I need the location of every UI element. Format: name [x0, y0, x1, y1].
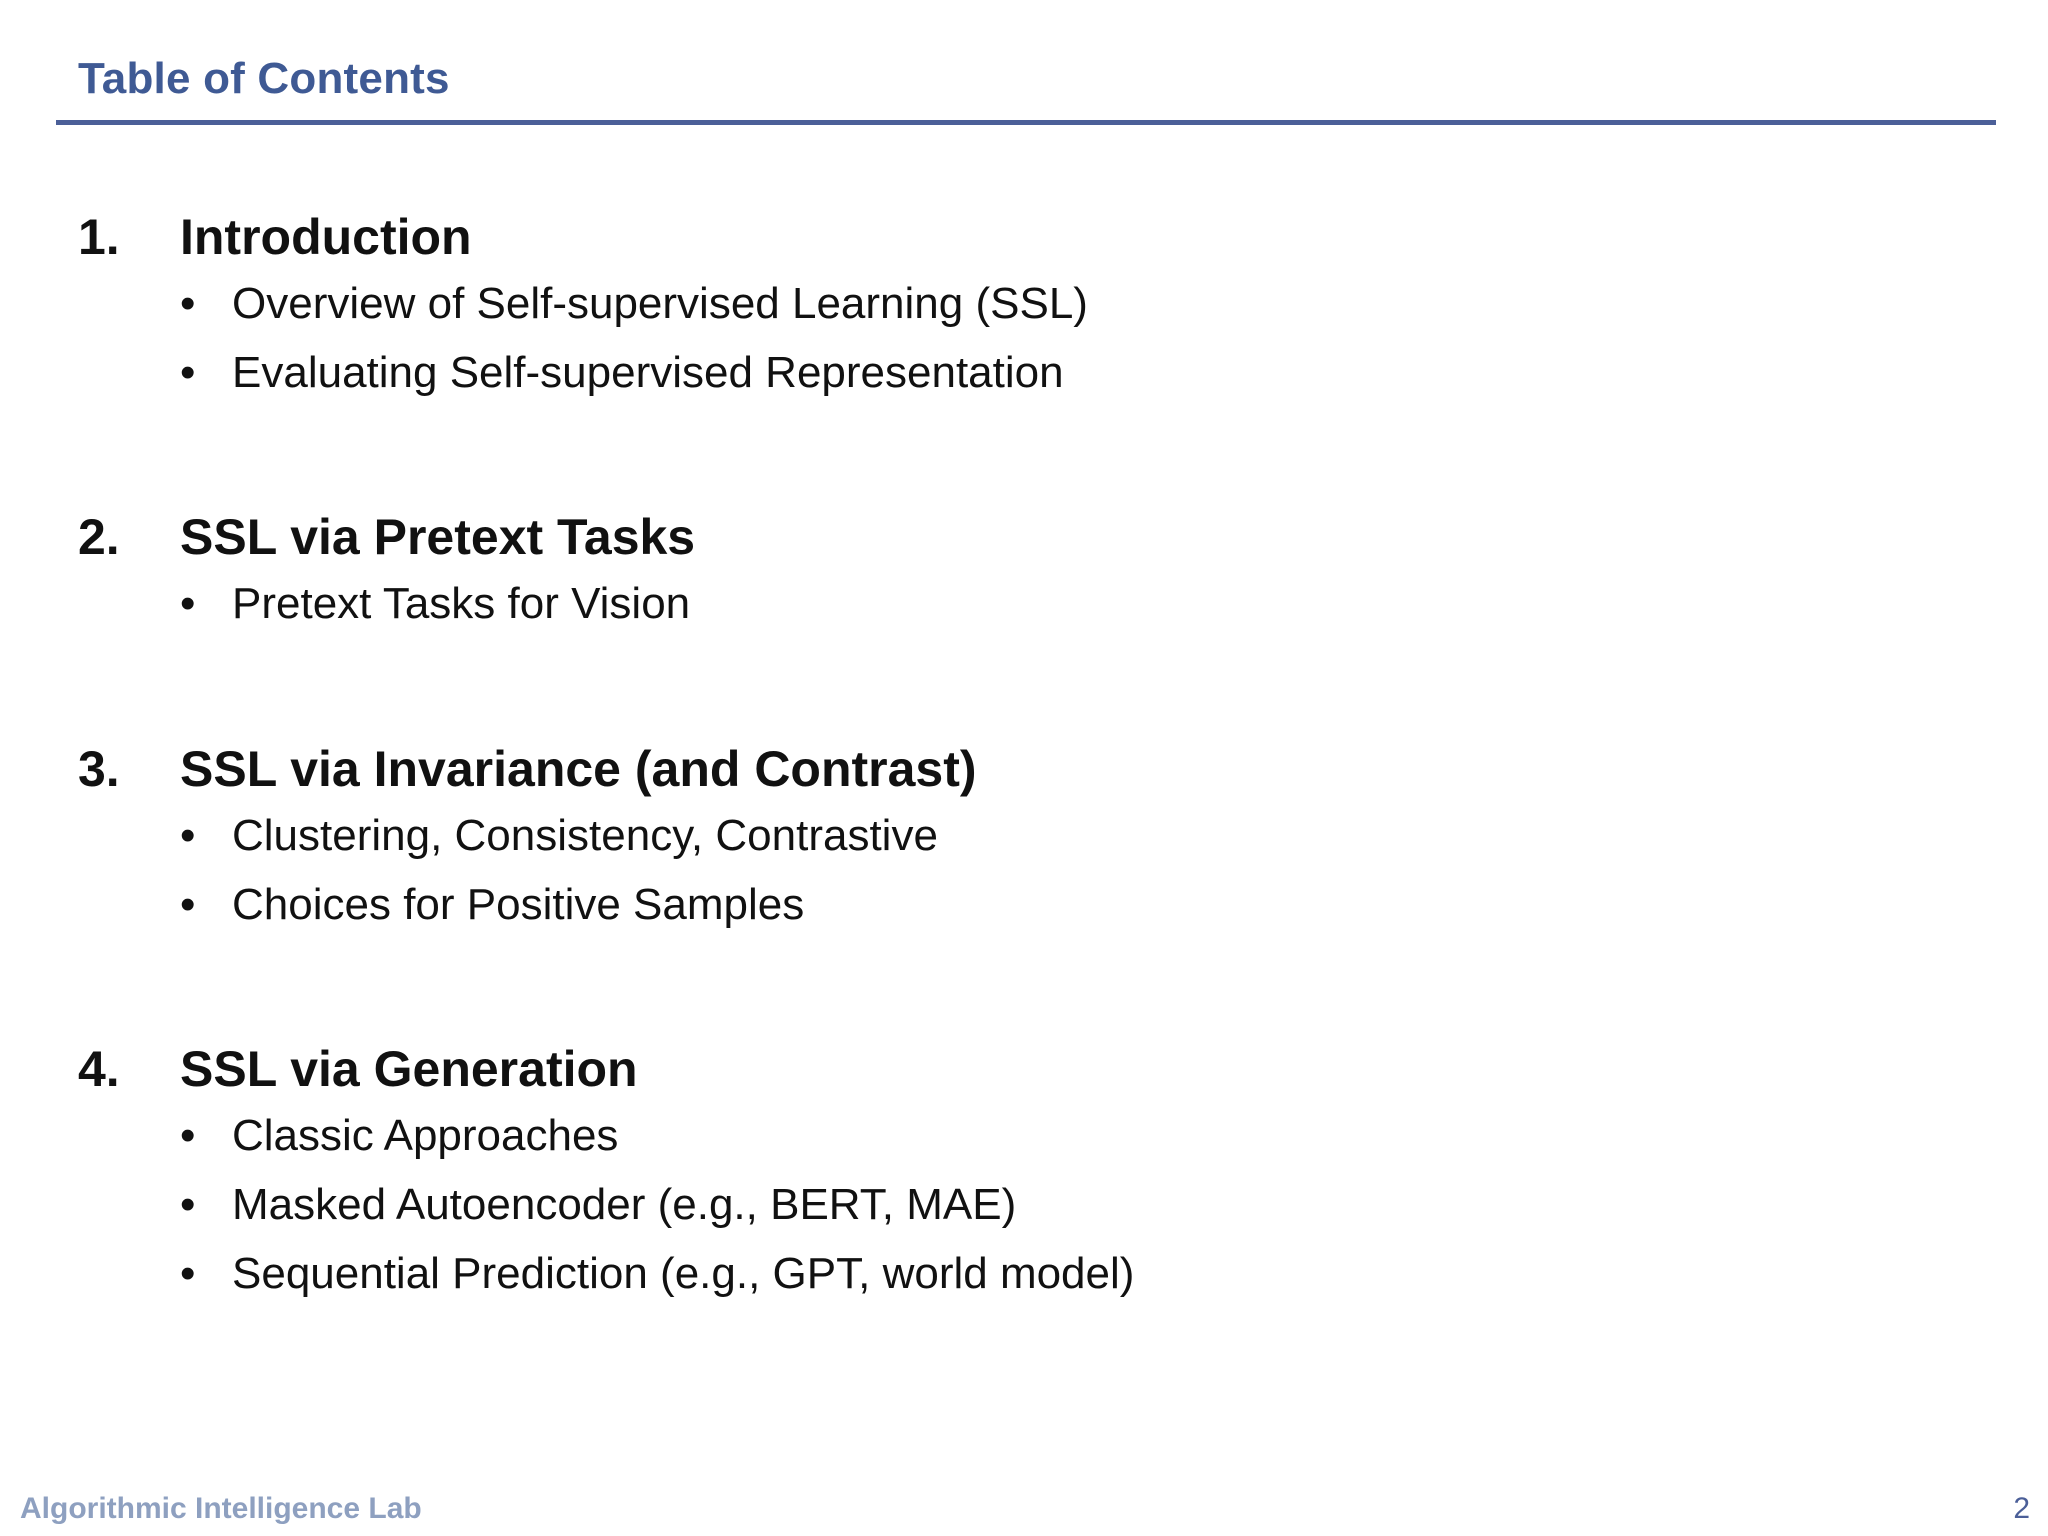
bullet-item [0, 806, 2048, 875]
section-number: 2. [78, 509, 120, 565]
bullet-text: Classic Approaches [232, 1111, 619, 1160]
bullet-text: Clustering, Consistency, Contrastive [232, 811, 938, 860]
toc-section [0, 1040, 2048, 1313]
bullet-item [0, 1175, 2048, 1244]
bullet-list [0, 274, 2048, 412]
section-number: 1. [78, 209, 120, 265]
section-heading [0, 740, 2048, 800]
bullet-icon: • [180, 1180, 196, 1229]
bullet-text: Sequential Prediction (e.g., GPT, world model) [232, 1249, 1135, 1298]
bullet-item [0, 1106, 2048, 1175]
bullet-text: Evaluating Self-supervised Representation [232, 348, 1064, 397]
bullet-list [0, 574, 2048, 643]
footer-lab-name: Algorithmic Intelligence Lab [20, 1492, 422, 1525]
bullet-icon: • [180, 279, 196, 328]
section-heading [0, 1040, 2048, 1100]
section-title: SSL via Generation [180, 1041, 638, 1097]
bullet-list [0, 806, 2048, 944]
toc-section [0, 740, 2048, 944]
section-number: 4. [78, 1041, 120, 1097]
bullet-item [0, 343, 2048, 412]
bullet-item [0, 574, 2048, 643]
toc-section [0, 208, 2048, 412]
bullet-icon: • [180, 1249, 196, 1298]
page-title: Table of Contents [78, 54, 450, 103]
bullet-icon: • [180, 880, 196, 929]
section-title: Introduction [180, 209, 472, 265]
bullet-icon: • [180, 811, 196, 860]
bullet-text: Pretext Tasks for Vision [232, 579, 691, 628]
bullet-text: Masked Autoencoder (e.g., BERT, MAE) [232, 1180, 1017, 1229]
bullet-icon: • [180, 1111, 196, 1160]
bullet-item [0, 1244, 2048, 1313]
bullet-item [0, 875, 2048, 944]
bullet-icon: • [180, 579, 196, 628]
bullet-text: Overview of Self-supervised Learning (SSL) [232, 279, 1088, 328]
section-heading [0, 508, 2048, 568]
bullet-text: Choices for Positive Samples [232, 880, 805, 929]
section-heading [0, 208, 2048, 268]
bullet-item [0, 274, 2048, 343]
section-title: SSL via Invariance (and Contrast) [180, 741, 977, 797]
toc-section [0, 508, 2048, 643]
bullet-icon: • [180, 348, 196, 397]
page-number: 2 [2013, 1492, 2030, 1525]
section-title: SSL via Pretext Tasks [180, 509, 696, 565]
section-number: 3. [78, 741, 120, 797]
bullet-list [0, 1106, 2048, 1313]
